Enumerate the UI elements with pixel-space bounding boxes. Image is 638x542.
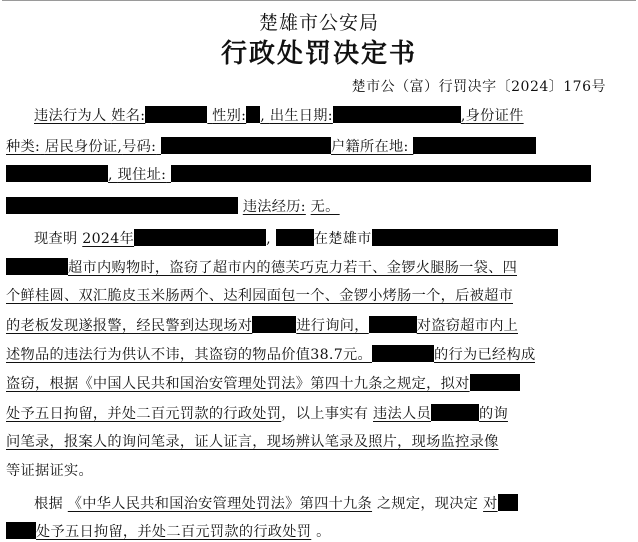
- redaction-date: [134, 229, 266, 246]
- facts-text-2: 超市内购物时，盗窃了超市内的德芙巧克力若干、金锣火腿肠一袋、四: [68, 260, 518, 276]
- facts-text-5b: 的行为已经构成: [434, 347, 536, 363]
- facts-line-3: [6, 287, 513, 307]
- facts-text-4b: 进行询问，: [296, 318, 369, 334]
- decision-law: 《中华人民共和国治安管理处罚法》第四十九条: [67, 496, 373, 512]
- facts-line-4: [6, 316, 518, 336]
- record-value: 无。: [310, 199, 340, 215]
- id-type-label-2: 种类:: [6, 139, 41, 155]
- facts-line-2: [6, 258, 517, 278]
- document-number: 楚市公（富）行罚决字〔2024〕176号: [351, 79, 606, 95]
- party-line-3: , 现住址:: [6, 165, 591, 185]
- redaction-place: [372, 229, 558, 246]
- facts-text-4a: 的老板发现遂报警，经民警到达现场对: [6, 318, 253, 334]
- facts-text-8: 问笔录，报案人的询问笔录，证人证言，现场辨认笔录及照片，现场监控录像: [6, 434, 499, 450]
- facts-text-7b: ，以上事实有: [281, 406, 369, 422]
- facts-text-5a: 述物品的违法行为供认不讳，其盗窃的物品价值38.7元。: [6, 347, 373, 363]
- id-type-label: 身份证件: [465, 108, 524, 124]
- decision-end: 。: [316, 524, 331, 540]
- redaction-decision-target: [498, 494, 518, 511]
- document-title: 行政处罚决定书: [220, 39, 417, 69]
- party-line-2: [6, 137, 536, 157]
- redaction-household-cont: [6, 165, 108, 182]
- facts-line-8: [6, 433, 499, 453]
- facts-place-prefix: 在楚雄市: [313, 231, 372, 247]
- redaction-suspect-1: [252, 316, 296, 333]
- decision-line-1: [6, 494, 518, 514]
- decision-to: 对: [483, 496, 498, 512]
- facts-lead: 现查明: [34, 231, 78, 247]
- id-number-label: 号码:: [122, 139, 157, 155]
- redaction-suspect-4: [470, 374, 520, 391]
- facts-text-7a: 处予五日拘留，并处二百元罚款的行政处罚: [6, 406, 282, 422]
- facts-text-3: 个鲜桂圆、双汇脆皮玉米肠两个、达利园面包一个、金锣小烤肠一个，后被超市: [6, 288, 514, 304]
- top-edge-line: [2, 0, 636, 1]
- redaction-birthdate: [333, 106, 461, 123]
- facts-text-7d: 的询: [478, 406, 508, 422]
- record-label: 违法经历:: [242, 199, 306, 215]
- decision-lead: 根据: [34, 496, 63, 512]
- id-type-value: 居民身份证,: [44, 139, 123, 155]
- party-line-1: 违法行为人 姓名: 性别: , 出生日期: ,身份证件: [34, 108, 524, 124]
- party-line-4: [6, 197, 340, 217]
- residence-label: 现住址:: [117, 167, 167, 183]
- facts-year: 2024年: [82, 231, 135, 247]
- birth-label: 出生日期:: [269, 108, 333, 124]
- household-label: 户籍所在地:: [331, 139, 409, 155]
- redaction-actor: [276, 229, 314, 246]
- redaction-name: [145, 106, 207, 123]
- redaction-gender: [246, 106, 260, 123]
- facts-line-5: [6, 345, 535, 365]
- party-lead: 违法行为人: [34, 108, 107, 124]
- decision-mid: 之规定，现决定: [376, 496, 479, 512]
- facts-text-6a: 盗窃，根据《中国人民共和国治安管理处罚法》第四十九条之规定，拟对: [6, 376, 470, 392]
- facts-text-7c: 违法人员: [373, 406, 431, 422]
- redaction-id-number: [161, 137, 331, 154]
- facts-text-4c: 对盗窃超市内上: [416, 318, 519, 334]
- redaction-store: [6, 258, 68, 275]
- redaction-suspect-2: [369, 316, 417, 333]
- facts-line-9: [6, 462, 93, 482]
- gender-label: 性别:: [212, 108, 247, 124]
- decision-line-2: [6, 522, 331, 542]
- agency-name: 楚雄市公安局: [258, 12, 379, 34]
- redaction-decision-target-cont: [6, 522, 36, 539]
- redaction-residence-cont: [6, 197, 238, 214]
- facts-line-6: [6, 374, 520, 394]
- redaction-residence: [171, 165, 591, 182]
- facts-line-7: [6, 404, 508, 424]
- redaction-household: [413, 137, 536, 154]
- facts-line-1: 现查明 2024年 , 在楚雄市: [6, 229, 558, 249]
- redaction-suspect-3: [372, 345, 434, 362]
- name-label: 姓名:: [111, 108, 146, 124]
- facts-text-9: 等证据证实。: [6, 463, 93, 479]
- redaction-suspect-5: [431, 404, 479, 421]
- decision-penalty: 处予五日拘留，并处二百元罚款的行政处罚: [36, 524, 312, 540]
